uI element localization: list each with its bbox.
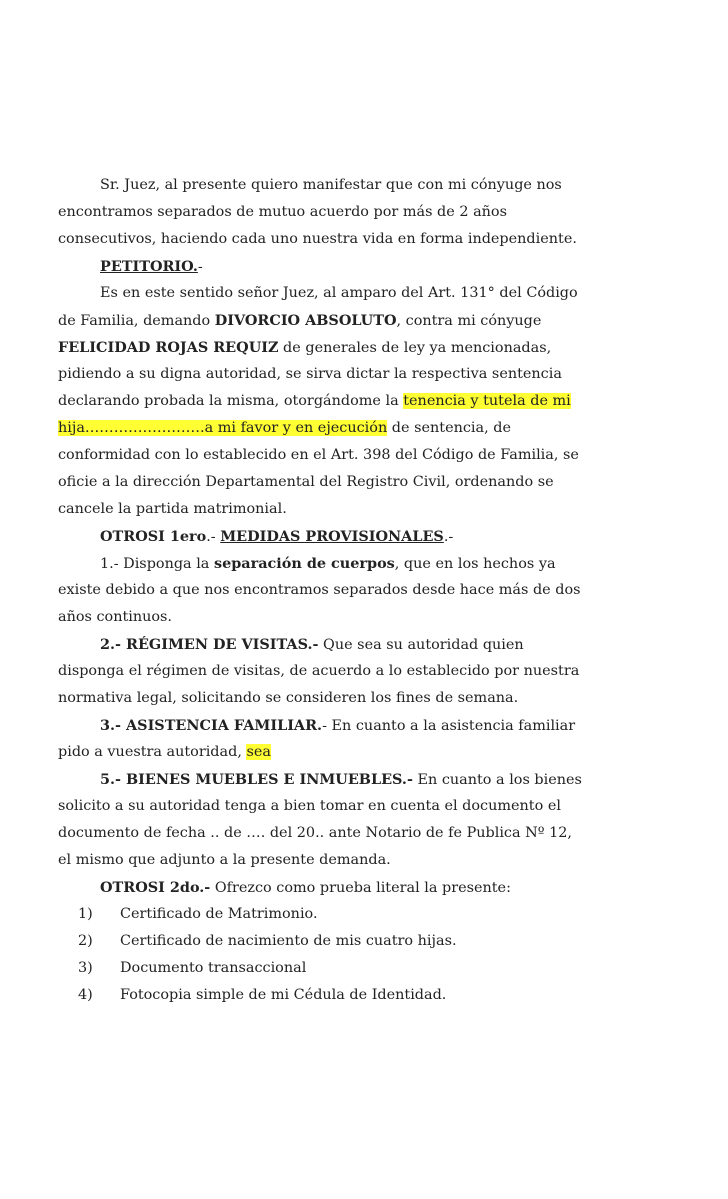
section-heading-asistencia: 3.- ASISTENCIA FAMILIAR.- En cuanto a la asistencia familiar [100,717,576,734]
list-item: 2) Certificado de nacimiento de mis cuatro hijas. [78,933,457,949]
highlighted-text: sea [246,744,271,760]
paragraph-line: pidiendo a su digna autoridad, se sirva dictar la respectiva sentencia [58,366,562,382]
paragraph-line: documento de fecha .. de …. del 20.. ante Notario de fe Publica Nº 12, [58,825,572,841]
paragraph-line: encontramos separados de mutuo acuerdo por más de 2 años [58,204,507,220]
paragraph-line: Sr. Juez, al presente quiero manifestar que con mi cónyuge nos [100,177,562,193]
paragraph-line: cancele la partida matrimonial. [58,501,287,517]
paragraph-line: de Familia, demando DIVORCIO ABSOLUTO, contra mi cónyuge [58,312,542,329]
paragraph-line: pido a vuestra autoridad, sea [58,744,271,760]
document-body [58,172,618,1009]
paragraph-line: normativa legal, solicitando se consideren los fines de semana. [58,690,519,706]
highlighted-text: hija…………………….a mi favor y en ejecución [58,420,388,436]
paragraph-line: el mismo que adjunto a la presente demanda. [58,852,391,868]
paragraph-line: disponga el régimen de visitas, de acuerdo a lo establecido por nuestra [58,663,580,679]
paragraph-line: declarando probada la misma, otorgándome la tenencia y tutela de mi [58,393,571,409]
paragraph-line: consecutivos, haciendo cada uno nuestra vida en forma independiente. [58,231,577,247]
paragraph-line: existe debido a que nos encontramos separados desde hace más de dos [58,582,581,598]
highlighted-text: tenencia y tutela de mi [403,393,571,409]
section-heading-bienes: 5.- BIENES MUEBLES E INMUEBLES.- En cuanto a los bienes [100,771,582,788]
paragraph-line: conformidad con lo establecido en el Art. 398 del Código de Familia, se [58,447,579,463]
paragraph-line: hija…………………….a mi favor y en ejecución de sentencia, de [58,420,511,436]
paragraph-line: Es en este sentido señor Juez, al amparo del Art. 131° del Código [100,285,578,301]
section-heading-otrosi-2: OTROSI 2do.- Ofrezco como prueba literal la presente: [100,879,511,896]
list-item: 3) Documento transaccional [78,960,307,976]
list-item: 4) Fotocopia simple de mi Cédula de Identidad. [78,987,447,1003]
section-heading-visitas: 2.- RÉGIMEN DE VISITAS.- Que sea su autoridad quien [100,636,524,653]
paragraph-line: solicito a su autoridad tenga a bien tomar en cuenta el documento el [58,798,561,814]
section-heading-otrosi-1: OTROSI 1ero.- MEDIDAS PROVISIONALES.- [100,528,454,545]
paragraph-line: años continuos. [58,609,173,625]
paragraph-line: FELICIDAD ROJAS REQUIZ de generales de ley ya mencionadas, [58,339,552,356]
section-heading-petitorio: PETITORIO.- [100,258,203,275]
paragraph-line: 1.- Disponga la separación de cuerpos, que en los hechos ya [100,555,556,572]
list-item: 1) Certificado de Matrimonio. [78,906,318,922]
paragraph-line: oficie a la dirección Departamental del Registro Civil, ordenando se [58,474,554,490]
